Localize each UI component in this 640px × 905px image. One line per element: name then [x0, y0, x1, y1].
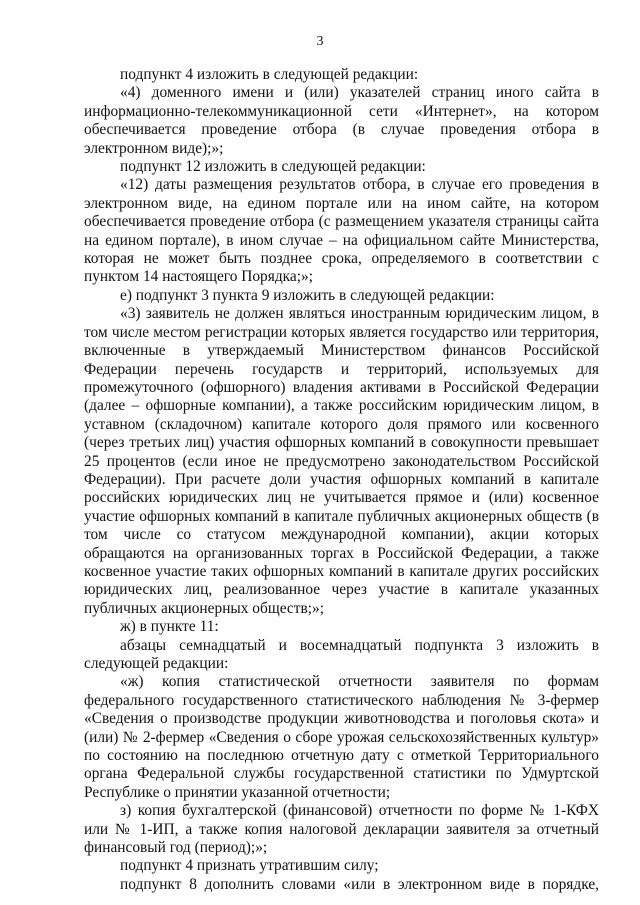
paragraph: абзацы семнадцатый и восемнадцатый подпункта 3 изложить в следующей редакции: — [84, 636, 599, 672]
page-number: 3 — [316, 34, 324, 49]
paragraph: подпункт 8 дополнить словами «или в электронном виде в порядке, — [120, 875, 599, 893]
paragraph: «12) даты размещения результатов отбора, в случае его проведения в электронном виде, на едином портале или на ином сайте, на котором обеспечивается проведение отбора (с размещением указателя страницы сайта на едином портале), в ином случае – на официальном сайте Министерства, которая не может быть позднее срока, определяемого в соответствии с пунктом 14 настоящего Порядка;»; — [84, 176, 599, 286]
paragraph: подпункт 4 изложить в следующей редакции: — [120, 66, 419, 83]
paragraph: «3) заявитель не должен являться иностранным юридическим лицом, в том числе местом регистрации которых является государство или территория, включенные в утверждаемый Министерством финансов Российской Федерации перечень государств и территорий, используемых для промежуточного (офшорного) владения активами в Российской Федерации (далее – офшорные компании), а также российским юридическим лицом, в уставном (складочном) капитале которого доля прямого или косвенного (через третьих лиц) участия офшорных компаний в совокупности превышает 25 процентов (если иное не предусмотрено законодательством Российской Федерации). При расчете доли участия офшорных компаний в капитале российских юридических лиц не учитывается прямое и (или) косвенное участие офшорных компаний в капитале публичных акционерных обществ (в том числе со статусом международной компании), акции которых обращаются на организованных торгах в Российской Федерации, а также косвенное участие таких офшорных компаний в капитале других российских юридических лиц, реализованное через участие в капитале указанных публичных акционерных обществ;»; — [84, 305, 599, 617]
paragraph: ж) в пункте 11: — [120, 618, 219, 636]
paragraph: «ж) копия статистической отчетности заявителя по формам федерального государственного статистического наблюдения № 3-фермер «Сведения о производстве продукции животноводства и поголовья скота» и (или) № 2-фермер «Сведения о сборе урожая сельскохозяйственных культур» по состоянию на последнюю отчетную дату с отметкой Территориального органа Федеральной службы государственной статистики по Удмуртской Республике о принятии указанной отчетности; — [84, 673, 599, 801]
paragraph: подпункт 12 изложить в следующей редакции: — [120, 158, 426, 176]
document-body — [84, 66, 599, 894]
paragraph: подпункт 4 признать утратившим силу; — [120, 857, 379, 875]
paragraph: «4) доменного имени и (или) указателей страниц иного сайта в информационно-телекоммуникационной сети «Интернет», на котором обеспечивается проведение отбора (в случае проведения отбора в электронном виде);»; — [84, 84, 599, 157]
paragraph: з) копия бухгалтерской (финансовой) отчетности по форме № 1-КФХ или № 1-ИП, а также копия налоговой декларации заявителя за отчетный финансовый год (период);»; — [84, 802, 599, 857]
paragraph: е) подпункт 3 пункта 9 изложить в следующей редакции: — [120, 286, 495, 304]
